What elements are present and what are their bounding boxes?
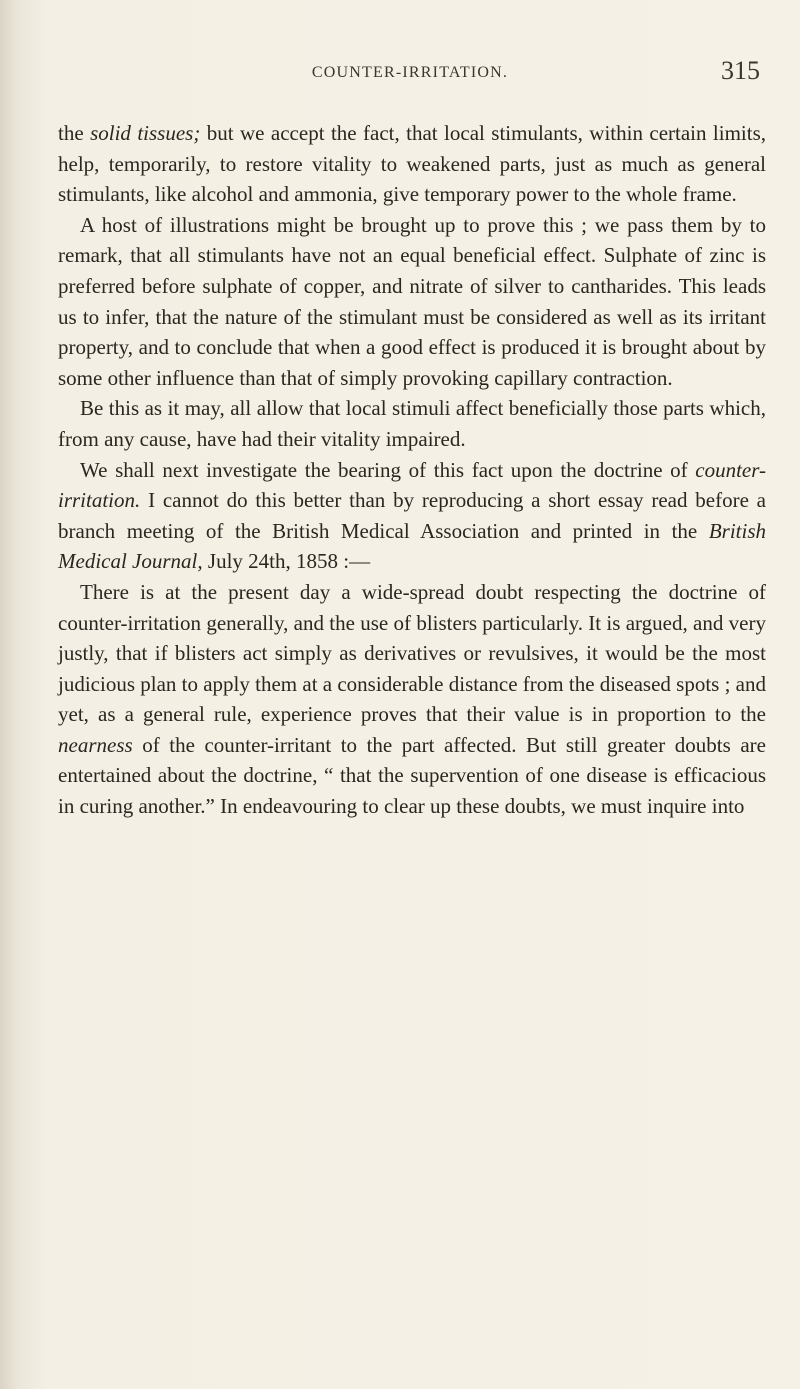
paragraph	[58, 393, 766, 454]
text-run: I cannot do this better than by reproducing a short essay read before a branch meeting of the British Medical Association and printed in the	[58, 488, 766, 543]
paragraph	[58, 210, 766, 394]
italic-text: British Medical Journal,	[58, 518, 766, 574]
paragraph	[58, 577, 766, 822]
page-number: 315	[721, 56, 760, 85]
text-run: July 24th, 1858 :—	[202, 549, 371, 574]
text-run: We shall next investigate the bearing of this fact upon the doctrine of	[80, 457, 696, 482]
page-header	[60, 56, 760, 96]
text-run: Be this as it may, all allow that local stimuli affect beneficially those parts which, from any cause, have had their vitality impaired.	[58, 396, 766, 451]
italic-text: nearness	[58, 732, 133, 757]
running-head: COUNTER-IRRITATION.	[311, 64, 509, 81]
italic-text: solid tissues;	[90, 121, 201, 145]
paragraph	[58, 118, 766, 210]
text-run: of the counter-irritant to the part affected. But still greater doubts are entertained about the doctrine, “ that the supervention of one disease is efficacious in curing another.” In endeavouring to clear up these doubts, we must inquire into	[58, 732, 766, 819]
text-run: the	[58, 121, 91, 145]
body-text	[58, 118, 766, 822]
text-run: There is at the present day a wide-spread doubt respecting the doctrine of counter-irritation generally, and the use of blisters particularly. It is argued, and very justly, that if blisters act simply as derivatives or revulsives, it would be the most judicious plan to apply them at a considerable distance from the diseased spots ; and yet, as a general rule, experience proves that their value is in proportion to the	[58, 579, 766, 727]
italic-text: counter-irritation.	[58, 457, 766, 513]
paragraph	[58, 455, 766, 577]
text-run: A host of illustrations might be brought up to prove this ; we pass them by to remark, that all stimulants have not an equal beneficial effect. Sulphate of zinc is preferred before sulphate of copper, and nitrate of silver to cantharides. This leads us to infer, that the nature of the stimulant must be considered as well as its irritant property, and to conclude that when a good effect is produced it is brought about by some other influence than that of simply provoking capillary contraction.	[58, 212, 766, 390]
text-run: but we accept the fact, that local stimulants, within certain limits, help, temporarily, to restore vitality to weakened parts, just as much as general stimulants, like alcohol and ammonia, give temporary power to the whole frame.	[58, 121, 767, 207]
